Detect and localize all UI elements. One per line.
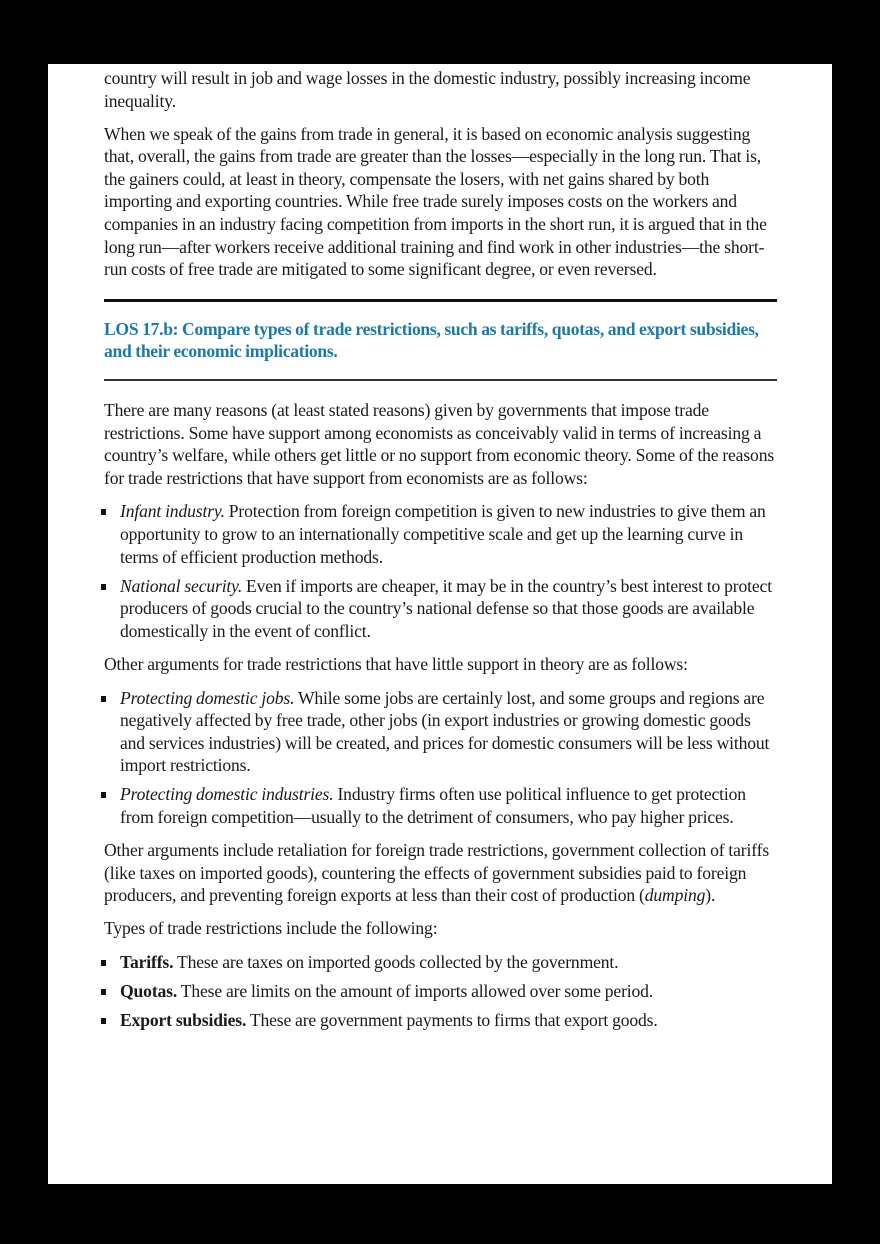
list-item-lead: Quotas. — [120, 981, 178, 1002]
list-item-protecting-industries — [104, 783, 777, 828]
square-bullet-icon — [101, 989, 106, 995]
paragraph-types-intro: Types of trade restrictions include the following: — [104, 918, 438, 939]
list-item-lead: Infant industry. — [120, 501, 225, 522]
list-item-lead: Protecting domestic industries. — [120, 784, 334, 805]
list-item-text: Protection from foreign competition is given to new industries to give them an opportunity to grow to an internationally competitive scale and get up the learning curve in terms of efficient production methods. — [120, 501, 766, 567]
dumping-term: dumping — [644, 885, 706, 906]
supported-reasons-list — [104, 500, 777, 642]
list-item-text: While some jobs are certainly lost, and some groups and regions are negatively affected by free trade, other jobs (in export industries or growing domestic goods and services industries) will be created, and prices for domestic consumers will be less without import restrictions. — [120, 687, 770, 776]
paragraph-gains-from-trade: When we speak of the gains from trade in general, it is based on economic analysis suggesting that, overall, the gains from trade are greater than the losses—especially in the long run. That is, the gainers could, at least in theory, compensate the losers, with net gains shared by both importing and exporting countries. While free trade surely imposes costs on the workers and companies in an industry facing competition from imports in the short run, it is argued that in the long run—after workers receive additional training and find work in other industries—the short-run costs of free trade are mitigated to some significant degree, or even reversed. — [104, 123, 767, 280]
restriction-types-list — [104, 951, 777, 1032]
list-item-protecting-jobs — [104, 687, 777, 777]
square-bullet-icon — [101, 792, 106, 798]
list-item-quotas — [104, 980, 777, 1003]
paragraph-reasons: There are many reasons (at least stated reasons) given by governments that impose trade restrictions. Some have support among economists as conceivably valid in terms of increasing a country’s welfare, while others get little or no support from economic theory. Some of the reasons for trade restrictions that have support from economists are as follows: — [104, 400, 775, 488]
list-item-text: These are taxes on imported goods collected by the government. — [173, 952, 619, 972]
list-item-text: These are limits on the amount of imports allowed over some period. — [177, 981, 654, 1002]
list-item-text: Even if imports are cheaper, it may be in the country’s best interest to protect producers of goods crucial to the country’s national defense so that those goods are available domestically in the event of conflict. — [120, 575, 772, 641]
list-item-text: Industry firms often use political influence to get protection from foreign competition—usually to the detriment of consumers, who pay higher prices. — [120, 784, 746, 828]
section-rule-bottom — [104, 379, 777, 381]
list-item-tariffs — [104, 951, 777, 974]
list-item-lead: National security. — [120, 575, 243, 596]
list-item-national-security — [104, 575, 777, 643]
paragraph-text: Other arguments include retaliation for foreign trade restrictions, government collection of tariffs (like taxes on imported goods), countering the effects of government subsidies paid to foreign producers, and preventing foreign exports at less than their cost of production ( — [104, 840, 770, 906]
square-bullet-icon — [101, 1018, 106, 1024]
page-content — [104, 67, 777, 1032]
document-page — [48, 64, 832, 1184]
list-item-lead: Export subsidies. — [120, 1010, 247, 1031]
square-bullet-icon — [101, 509, 106, 515]
paragraph-other-arguments — [104, 839, 777, 907]
list-item-export-subsidies — [104, 1009, 777, 1032]
list-item-text: These are government payments to firms that export goods. — [246, 1010, 658, 1031]
paragraph-text-end: ). — [705, 885, 716, 906]
los-heading: LOS 17.b: Compare types of trade restrictions, such as tariffs, quotas, and export subsidies, and their economic implications. — [104, 318, 759, 362]
list-item-lead: Tariffs. — [120, 952, 174, 972]
square-bullet-icon — [101, 696, 106, 702]
paragraph-little-support: Other arguments for trade restrictions that have little support in theory are as follows: — [104, 653, 688, 674]
square-bullet-icon — [101, 584, 106, 590]
paragraph-job-losses: country will result in job and wage losses in the domestic industry, possibly increasing income inequality. — [104, 68, 751, 111]
list-item-lead: Protecting domestic jobs. — [120, 687, 295, 708]
section-rule-top — [104, 299, 777, 302]
unsupported-reasons-list — [104, 687, 777, 829]
list-item-infant-industry — [104, 500, 777, 568]
square-bullet-icon — [101, 960, 106, 966]
